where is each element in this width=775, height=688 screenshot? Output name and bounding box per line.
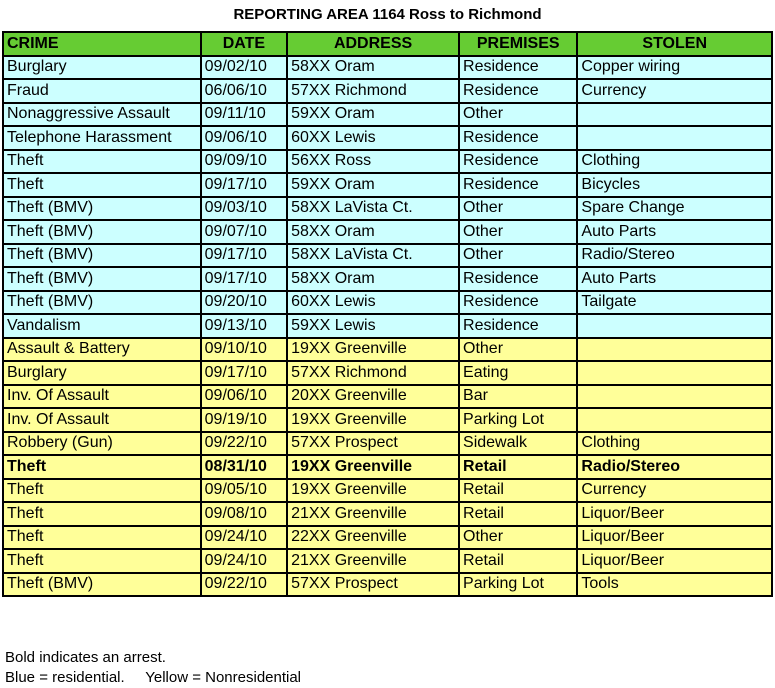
cell-date: 09/03/10 (201, 197, 287, 221)
cell-address: 58XX Oram (287, 267, 459, 291)
cell-premises: Residence (459, 150, 577, 174)
cell-date: 09/09/10 (201, 150, 287, 174)
cell-stolen: Tailgate (577, 291, 772, 315)
cell-premises: Other (459, 526, 577, 550)
table-row (3, 220, 772, 244)
cell-date: 09/17/10 (201, 361, 287, 385)
table-row (3, 103, 772, 127)
cell-premises: Retail (459, 455, 577, 479)
cell-crime: Theft (BMV) (3, 197, 201, 221)
cell-address: 56XX Ross (287, 150, 459, 174)
cell-address: 19XX Greenville (287, 479, 459, 503)
cell-stolen: Clothing (577, 432, 772, 456)
table-row (3, 361, 772, 385)
table-row (3, 408, 772, 432)
cell-date: 09/24/10 (201, 526, 287, 550)
cell-date: 09/11/10 (201, 103, 287, 127)
cell-premises: Sidewalk (459, 432, 577, 456)
cell-stolen (577, 314, 772, 338)
cell-date: 09/08/10 (201, 502, 287, 526)
cell-address: 58XX LaVista Ct. (287, 244, 459, 268)
cell-crime: Theft (3, 173, 201, 197)
table-row (3, 56, 772, 80)
column-header-crime: CRIME (3, 32, 201, 56)
table-row (3, 79, 772, 103)
cell-crime: Theft (3, 502, 201, 526)
cell-address: 57XX Richmond (287, 361, 459, 385)
cell-address: 20XX Greenville (287, 385, 459, 409)
table-row (3, 197, 772, 221)
cell-premises: Residence (459, 314, 577, 338)
cell-stolen: Spare Change (577, 197, 772, 221)
cell-premises: Other (459, 103, 577, 127)
cell-crime: Nonaggressive Assault (3, 103, 201, 127)
cell-address: 21XX Greenville (287, 502, 459, 526)
cell-crime: Theft (3, 150, 201, 174)
cell-premises: Other (459, 244, 577, 268)
cell-crime: Theft (BMV) (3, 220, 201, 244)
table-row (3, 150, 772, 174)
table-row (3, 526, 772, 550)
cell-address: 19XX Greenville (287, 408, 459, 432)
column-header-premises: PREMISES (459, 32, 577, 56)
cell-premises: Retail (459, 479, 577, 503)
table-row (3, 385, 772, 409)
cell-address: 60XX Lewis (287, 291, 459, 315)
cell-premises: Other (459, 338, 577, 362)
cell-crime: Theft (BMV) (3, 573, 201, 597)
cell-crime: Vandalism (3, 314, 201, 338)
cell-address: 57XX Richmond (287, 79, 459, 103)
table-row (3, 432, 772, 456)
table-row (3, 291, 772, 315)
cell-address: 19XX Greenville (287, 338, 459, 362)
cell-date: 09/10/10 (201, 338, 287, 362)
cell-crime: Theft (3, 455, 201, 479)
cell-date: 09/22/10 (201, 432, 287, 456)
legend-arrest-note: Bold indicates an arrest. (5, 649, 166, 666)
column-header-date: DATE (201, 32, 287, 56)
cell-date: 09/07/10 (201, 220, 287, 244)
cell-stolen: Currency (577, 79, 772, 103)
cell-date: 09/13/10 (201, 314, 287, 338)
cell-stolen (577, 338, 772, 362)
table-header-row (3, 32, 772, 56)
cell-date: 09/05/10 (201, 479, 287, 503)
cell-date: 09/20/10 (201, 291, 287, 315)
cell-address: 59XX Lewis (287, 314, 459, 338)
cell-stolen (577, 103, 772, 127)
table-row (3, 502, 772, 526)
cell-date: 09/06/10 (201, 385, 287, 409)
crime-table (2, 31, 773, 597)
cell-address: 58XX Oram (287, 220, 459, 244)
cell-date: 09/19/10 (201, 408, 287, 432)
cell-stolen: Tools (577, 573, 772, 597)
cell-crime: Robbery (Gun) (3, 432, 201, 456)
table-row (3, 314, 772, 338)
cell-premises: Retail (459, 549, 577, 573)
cell-premises: Residence (459, 79, 577, 103)
cell-stolen: Liquor/Beer (577, 502, 772, 526)
cell-address: 19XX Greenville (287, 455, 459, 479)
cell-crime: Telephone Harassment (3, 126, 201, 150)
cell-premises: Other (459, 197, 577, 221)
cell-crime: Fraud (3, 79, 201, 103)
cell-premises: Parking Lot (459, 573, 577, 597)
table-row (3, 173, 772, 197)
cell-date: 09/17/10 (201, 173, 287, 197)
cell-date: 08/31/10 (201, 455, 287, 479)
cell-stolen: Auto Parts (577, 220, 772, 244)
cell-stolen: Liquor/Beer (577, 549, 772, 573)
report-title: REPORTING AREA 1164 Ross to Richmond (233, 6, 542, 23)
cell-premises: Parking Lot (459, 408, 577, 432)
cell-stolen: Auto Parts (577, 267, 772, 291)
cell-stolen: Bicycles (577, 173, 772, 197)
cell-address: 57XX Prospect (287, 573, 459, 597)
cell-stolen: Copper wiring (577, 56, 772, 80)
cell-crime: Theft (BMV) (3, 291, 201, 315)
cell-crime: Theft (BMV) (3, 244, 201, 268)
cell-crime: Burglary (3, 361, 201, 385)
cell-date: 09/02/10 (201, 56, 287, 80)
cell-address: 21XX Greenville (287, 549, 459, 573)
table-row (3, 267, 772, 291)
cell-stolen: Clothing (577, 150, 772, 174)
table-row (3, 479, 772, 503)
cell-premises: Residence (459, 173, 577, 197)
cell-stolen (577, 385, 772, 409)
cell-crime: Theft (BMV) (3, 267, 201, 291)
table-row (3, 244, 772, 268)
cell-premises: Residence (459, 291, 577, 315)
cell-stolen: Radio/Stereo (577, 244, 772, 268)
table-row (3, 126, 772, 150)
cell-address: 59XX Oram (287, 173, 459, 197)
cell-stolen: Currency (577, 479, 772, 503)
cell-crime: Assault & Battery (3, 338, 201, 362)
cell-address: 59XX Oram (287, 103, 459, 127)
column-header-address: ADDRESS (287, 32, 459, 56)
cell-premises: Bar (459, 385, 577, 409)
table-row (3, 338, 772, 362)
cell-premises: Other (459, 220, 577, 244)
cell-stolen (577, 408, 772, 432)
cell-date: 06/06/10 (201, 79, 287, 103)
cell-premises: Residence (459, 267, 577, 291)
cell-crime: Burglary (3, 56, 201, 80)
cell-stolen: Liquor/Beer (577, 526, 772, 550)
cell-address: 58XX LaVista Ct. (287, 197, 459, 221)
cell-crime: Inv. Of Assault (3, 385, 201, 409)
cell-address: 57XX Prospect (287, 432, 459, 456)
cell-premises: Residence (459, 56, 577, 80)
legend-color-key: Blue = residential. Yellow = Nonresidential (5, 669, 302, 686)
cell-crime: Inv. Of Assault (3, 408, 201, 432)
cell-premises: Residence (459, 126, 577, 150)
cell-address: 58XX Oram (287, 56, 459, 80)
cell-address: 22XX Greenville (287, 526, 459, 550)
cell-crime: Theft (3, 526, 201, 550)
cell-date: 09/17/10 (201, 244, 287, 268)
table-row (3, 573, 772, 597)
cell-premises: Eating (459, 361, 577, 385)
cell-crime: Theft (3, 479, 201, 503)
table-row (3, 455, 772, 479)
table-row (3, 549, 772, 573)
cell-date: 09/24/10 (201, 549, 287, 573)
cell-premises: Retail (459, 502, 577, 526)
cell-stolen (577, 361, 772, 385)
cell-address: 60XX Lewis (287, 126, 459, 150)
cell-date: 09/17/10 (201, 267, 287, 291)
cell-date: 09/22/10 (201, 573, 287, 597)
column-header-stolen: STOLEN (577, 32, 772, 56)
table-body (3, 56, 772, 597)
cell-stolen: Radio/Stereo (577, 455, 772, 479)
cell-crime: Theft (3, 549, 201, 573)
cell-stolen (577, 126, 772, 150)
cell-date: 09/06/10 (201, 126, 287, 150)
